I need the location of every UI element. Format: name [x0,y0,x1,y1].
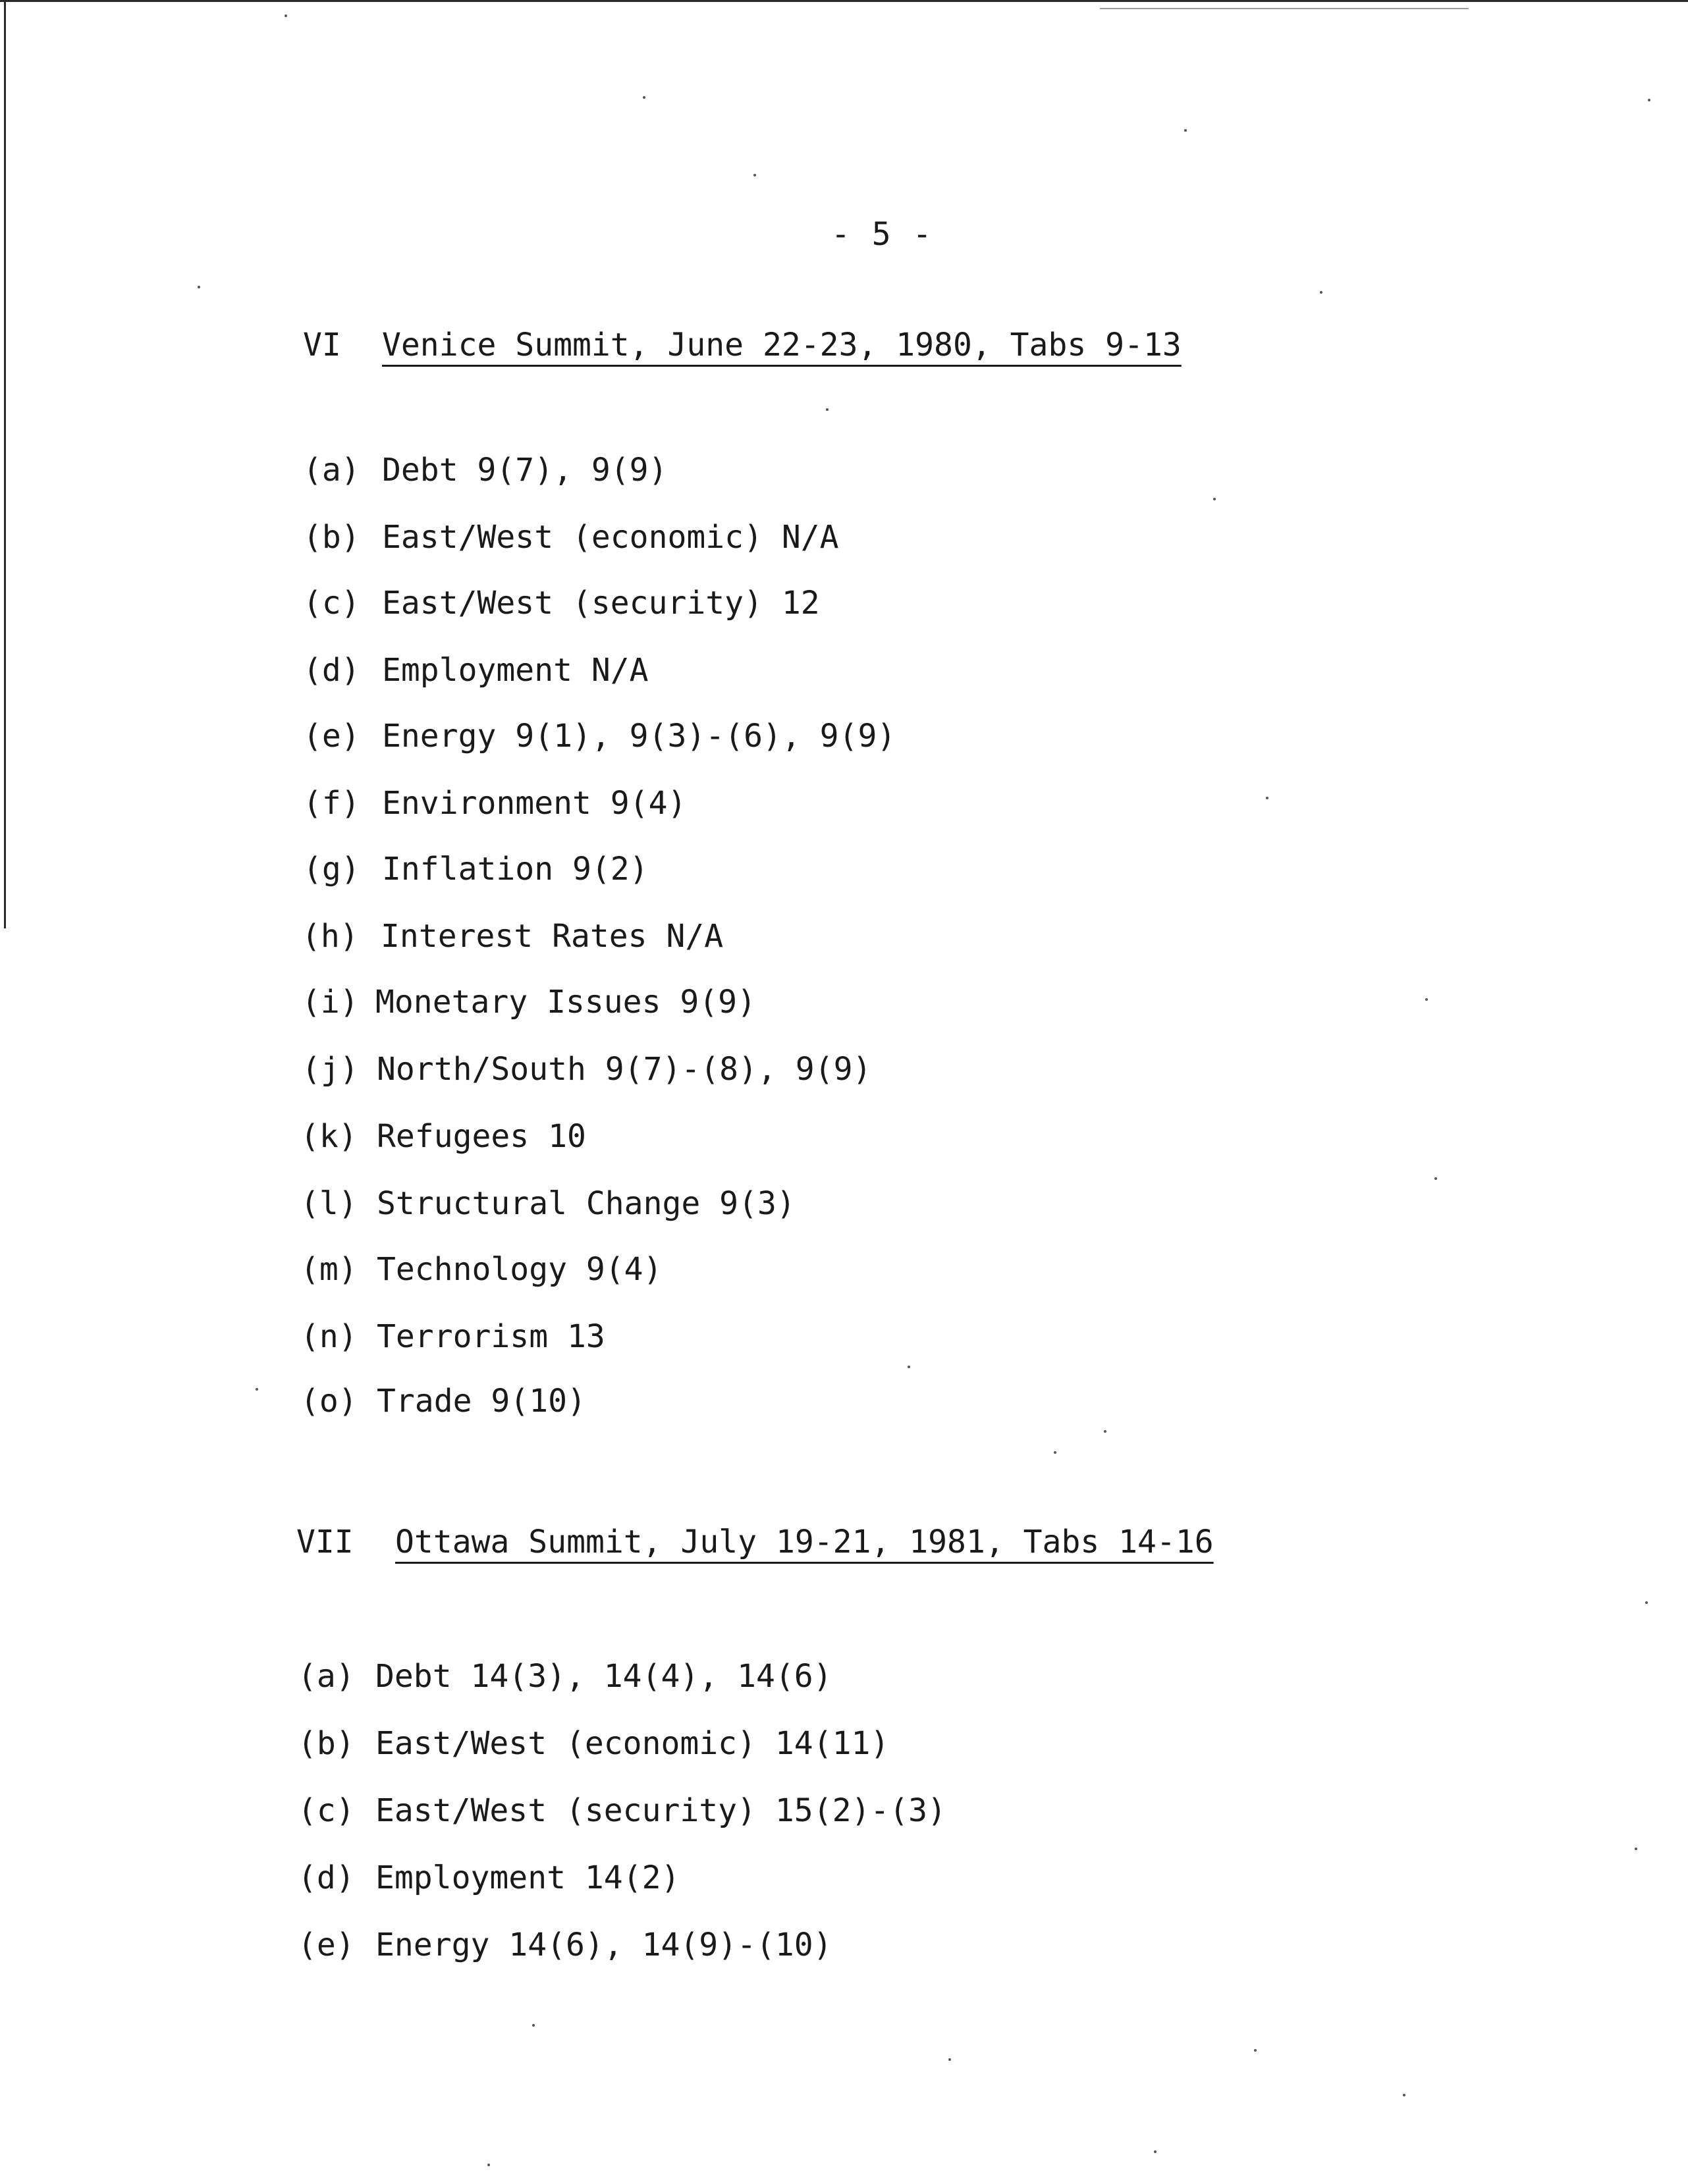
scan-speck [1254,2049,1257,2052]
item-letter: (d) [298,1859,355,1896]
scan-edge-mark [1100,8,1469,9]
item-letter: (d) [303,652,360,689]
item-text: Structural Change 9(3) [377,1185,796,1222]
scan-speck [1104,1430,1106,1433]
item-letter: (c) [298,1792,355,1829]
scan-speck [532,2024,535,2027]
scan-speck [1635,1848,1637,1850]
item-letter: (b) [298,1725,355,1762]
item-text: East/West (economic) N/A [382,519,839,556]
item-text: Environment 9(4) [382,785,687,822]
list-item [300,1383,586,1530]
item-text: Employment N/A [382,652,649,689]
item-text: Inflation 9(2) [382,851,649,888]
scan-speck [1184,129,1187,132]
item-text: North/South 9(7)-(8), 9(9) [377,1051,872,1088]
item-letter: (k) [300,1118,358,1155]
scan-speck [256,1388,258,1391]
item-text: Interest Rates N/A [381,918,724,955]
scan-speck [1213,498,1216,500]
scan-speck [948,2058,951,2061]
item-letter: (l) [300,1185,358,1222]
item-text: Energy 9(1), 9(3)-(6), 9(9) [382,718,896,755]
item-text: East/West (economic) 14(11) [375,1725,890,1762]
scan-speck [1266,797,1268,799]
item-letter: (o) [300,1383,358,1420]
item-letter: (h) [302,918,359,955]
scan-speck [487,2164,490,2166]
scan-speck [1320,291,1322,294]
section-title: Ottawa Summit, July 19-21, 1981, Tabs 14-16 [395,1524,1214,1560]
item-text: Refugees 10 [377,1118,586,1155]
item-letter: (e) [303,718,360,755]
page-number: - 5 - [831,216,933,253]
scan-speck [1645,1601,1648,1604]
item-letter: (n) [300,1318,358,1355]
section-title: Venice Summit, June 22-23, 1980, Tabs 9-13 [382,327,1182,363]
section-numeral: VII [296,1524,354,1560]
scan-speck [1425,998,1428,1001]
scan-speck [198,286,200,288]
item-letter: (c) [303,585,360,622]
item-letter: (i) [302,984,359,1021]
item-letter: (e) [298,1927,355,1963]
scan-speck [285,14,287,17]
item-text: Employment 14(2) [375,1859,680,1896]
item-text: East/West (security) 15(2)-(3) [375,1792,946,1829]
scan-speck [1434,1177,1437,1180]
item-letter: (m) [300,1251,358,1288]
item-letter: (b) [303,519,360,556]
scan-speck [643,96,645,99]
item-letter: (f) [303,785,360,822]
section-numeral: VI [303,327,341,363]
scan-edge-left [4,0,6,928]
item-text: Terrorism 13 [377,1318,605,1355]
item-text: Energy 14(6), 14(9)-(10) [375,1927,832,1963]
scan-edge-top [0,0,1688,2]
scan-speck [1154,2150,1157,2153]
scan-speck [1054,1451,1056,1454]
scan-speck [1403,2094,1405,2096]
item-letter: (j) [302,1051,359,1088]
item-text: Monetary Issues 9(9) [375,984,756,1021]
item-text: Debt 9(7), 9(9) [382,452,668,489]
item-letter: (a) [298,1658,355,1695]
scan-speck [826,408,829,411]
item-text: East/West (security) 12 [382,585,820,622]
item-letter: (g) [303,851,360,888]
item-text: Trade 9(10) [377,1383,586,1420]
item-text: Technology 9(4) [377,1251,663,1288]
scan-speck [753,174,756,176]
list-item [298,1927,832,2074]
item-text: Debt 14(3), 14(4), 14(6) [375,1658,832,1695]
scan-speck [908,1366,910,1368]
section-heading-vii [296,1524,1214,1671]
item-letter: (a) [303,452,360,489]
scan-speck [1648,99,1650,101]
